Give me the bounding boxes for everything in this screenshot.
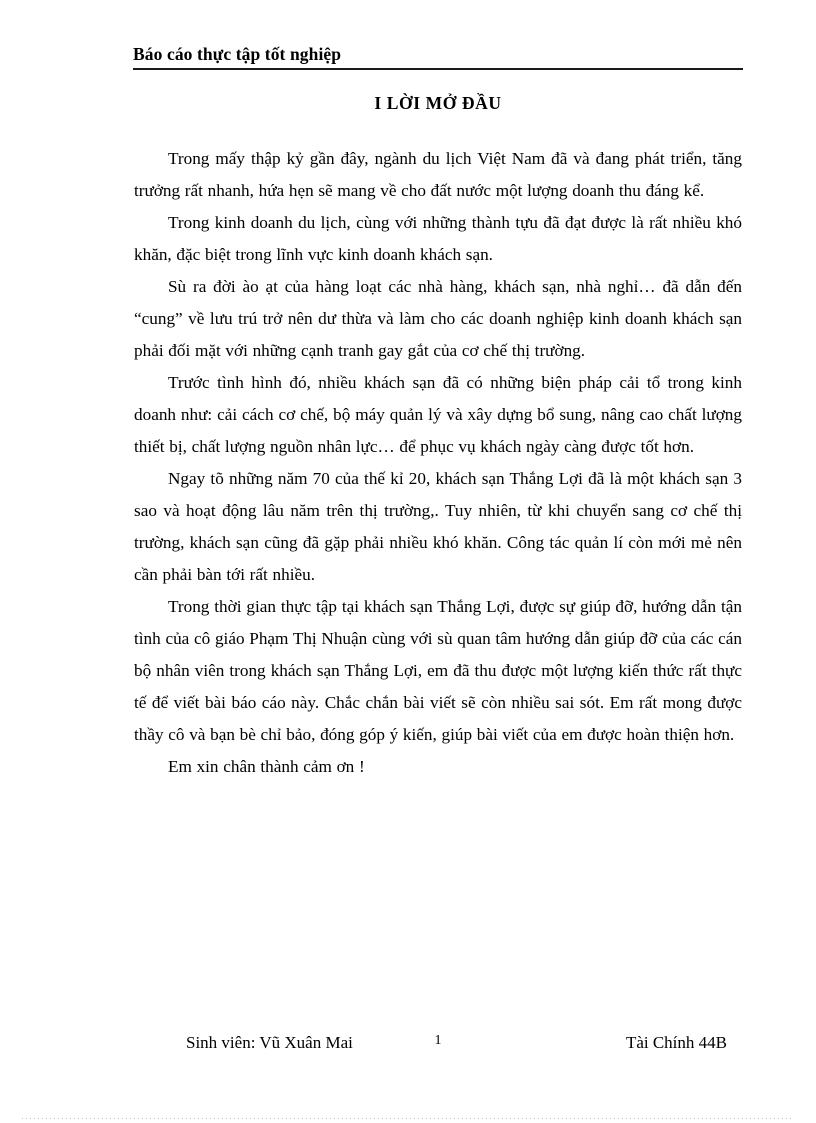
paragraph: Trước tình hình đó, nhiều khách sạn đã có những biện pháp cải tổ trong kinh doanh như: cải cách cơ chế, bộ máy quản lý và xây dựng bổ sung, nâng cao chất lượng thiết bị, chất lượng nguồn nhân lực… để phục vụ khách ngày càng được tốt hơn. <box>134 373 742 456</box>
document-body <box>134 143 742 783</box>
paragraph: Ngay tõ những năm 70 của thế kỉ 20, khách sạn Thắng Lợi đã là một khách sạn 3 sao và hoạt động lâu năm trên thị trường,. Tuy nhiên, từ khi chuyển sang cơ chế thị trường, khách sạn cũng đã gặp phải nhiều khó khăn. Công tác quản lí còn mới mẻ nên cần phải bàn tới rất nhiều. <box>134 469 742 584</box>
running-header <box>133 44 743 78</box>
scan-artifact-line <box>22 1118 794 1119</box>
header-divider <box>133 68 743 70</box>
page-footer <box>134 1033 742 1061</box>
paragraph: Em xin chân thành cảm ơn ! <box>168 757 365 776</box>
paragraph: Sù ra đời ào ạt của hàng loạt các nhà hàng, khách sạn, nhà nghỉ… đã dẫn đến “cung” về lưu trú trở nên dư thừa và làm cho các doanh nghiệp kinh doanh khách sạn phải đối mặt với những cạnh tranh gay gắt của cơ chế thị trường. <box>134 277 742 360</box>
footer-student-name: Sinh viên: Vũ Xuân Mai <box>186 1033 353 1052</box>
footer-page-number: 1 <box>434 1033 442 1048</box>
paragraph: Trong thời gian thực tập tại khách sạn Thắng Lợi, được sự giúp đỡ, hướng dẫn tận tình của cô giáo Phạm Thị Nhuận cùng với sù quan tâm hướng dẫn giúp đỡ của các cán bộ nhân viên trong khách sạn Thắng Lợi, em đã thu được một lượng kiến thức rất thực tế để viết bài báo cáo này. Chắc chắn bài viết sẽ còn nhiều sai sót. Em rất mong được thầy cô và bạn bè chỉ bảo, đóng góp ý kiến, giúp bài viết của em được hoàn thiện hơn. <box>134 597 742 744</box>
paragraph: Trong kinh doanh du lịch, cùng với những thành tựu đã đạt được là rất nhiều khó khăn, đặc biệt trong lĩnh vực kinh doanh khách sạn. <box>134 213 742 264</box>
footer-class-name: Tài Chính 44B <box>625 1033 727 1052</box>
running-header-title: Báo cáo thực tập tốt nghiệp <box>133 44 342 64</box>
paragraph: Trong mấy thập kỷ gần đây, ngành du lịch Việt Nam đã và đang phát triển, tăng trưởng rất nhanh, hứa hẹn sẽ mang về cho đất nước một lượng doanh thu đáng kể. <box>134 149 742 200</box>
page-title: I LỜI MỞ ĐẦU <box>374 93 502 113</box>
